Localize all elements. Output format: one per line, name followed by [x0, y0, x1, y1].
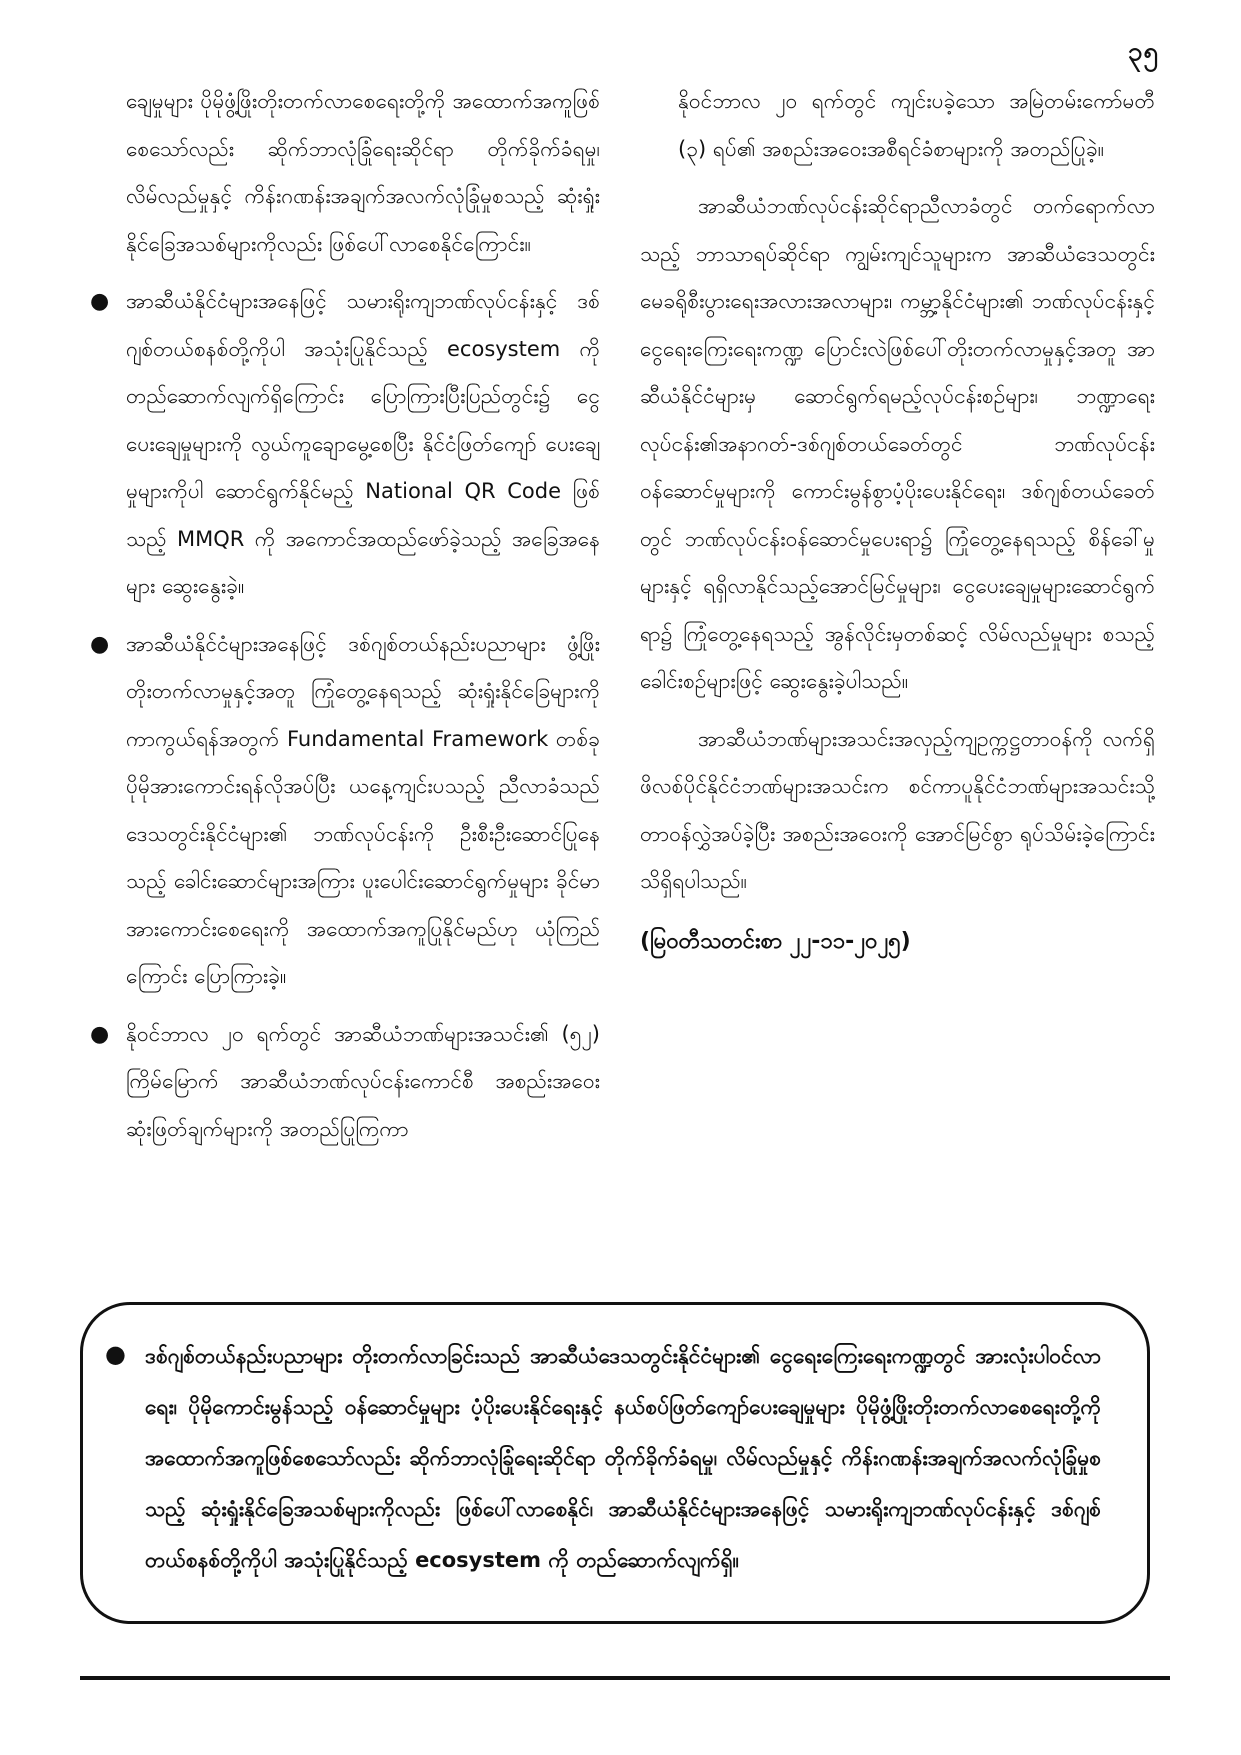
right-column [640, 78, 1155, 965]
bullet-icon: ● [90, 289, 110, 314]
list-item-text: နိုဝင်ဘာလ ၂၀ ရက်တွင် အာဆီယံဘဏ်များအသင်း၏ (၅၂) ကြိမ်မြောက် အာဆီယံဘဏ်လုပ်ငန်းကောင်စီ အစည်းအဝေးဆုံးဖြတ်ချက်များကို အတည်ပြုကြကာ [126, 1021, 600, 1141]
list-item [88, 1011, 600, 1154]
bottom-divider [80, 1676, 1170, 1680]
page-number: ၃၅ [1127, 37, 1159, 67]
summary-text: ဒစ်ဂျစ်တယ်နည်းပညာများ တိုးတက်လာခြင်းသည် အာဆီယံဒေသတွင်းနိုင်ငံများ၏ ငွေရေးကြေးရေးကဏ္ဍတွင် အားလုံးပါဝင်လာရေး၊ ပိုမိုကောင်းမွန်သည့် ဝန်ဆောင်မှုများ ပံ့ပိုးပေးနိုင်ရေးနှင့် နယ်စပ်ဖြတ်ကျော်ပေးချေမှုများ ပိုမိုဖွံ့ဖြိုးတိုးတက်လာစေရေးတို့ကို အထောက်အကူဖြစ်စေသော်လည်း ဆိုက်ဘာလုံခြုံရေးဆိုင်ရာ တိုက်ခိုက်ခံရမှု၊ လိမ်လည်မှုနှင့် ကိန်းဂဏန်းအချက်အလက်လုံခြုံမှုစသည့် ဆုံးရှုံးနိုင်ခြေအသစ်များကိုလည်း ဖြစ်ပေါ်လာစေနိုင်၊ အာဆီယံနိုင်ငံများအနေဖြင့် သမားရိုးကျဘဏ်လုပ်ငန်းနှင့် ဒစ်ဂျစ်တယ်စနစ်တို့ကိုပါ အသုံးပြုနိုင်သည့် ecosystem ကို တည်ဆောက်လျက်ရှိ။ [145, 1344, 1101, 1572]
bullet-list [88, 278, 600, 1153]
intro-continuation: ချေမှုများ ပိုမိုဖွံ့ဖြိုးတိုးတက်လာစေရေးတို့ကို အထောက်အကူဖြစ်စေသော်လည်း ဆိုက်ဘာလုံခြုံရေးဆိုင်ရာ တိုက်ခိုက်ခံရမှု၊ လိမ်လည်မှုနှင့် ကိန်းဂဏန်းအချက်အလက်လုံခြုံမှုစသည့် ဆုံးရှုံးနိုင်ခြေအသစ်များကိုလည်း ဖြစ်ပေါ်လာစေနိုင်ကြောင်း။ [126, 89, 600, 256]
list-item [88, 621, 600, 1001]
paragraph: အာဆီယံဘဏ်များအသင်းအလှည့်ကျဥက္ကဋ္ဌတာဝန်ကို လက်ရှိဖိလစ်ပိုင်နိုင်ငံဘဏ်များအသင်းက စင်ကာပူနိုင်ငံဘဏ်များအသင်းသို့ တာဝန်လွှဲအပ်ခဲ့ပြီး အစည်းအဝေးကို အောင်မြင်စွာ ရုပ်သိမ်းခဲ့ကြောင်းသိရှိရပါသည်။ [640, 726, 1155, 893]
left-column [88, 78, 600, 1153]
bullet-continuation: နိုဝင်ဘာလ ၂၀ ရက်တွင် ကျင်းပခဲ့သော အမြဲတမ်းကော်မတီ (၃) ရပ်၏ အစည်းအဝေးအစီရင်ခံစာများကို အတည်ပြုခဲ့။ [678, 89, 1155, 161]
list-item [88, 278, 600, 611]
paragraph: အာဆီယံဘဏ်လုပ်ငန်းဆိုင်ရာညီလာခံတွင် တက်ရောက်လာသည့် ဘာသာရပ်ဆိုင်ရာ ကျွမ်းကျင်သူများက အာဆီယံဒေသတွင်း မေခရိုစီးပွားရေးအလားအလာများ၊ ကမ္ဘာ့နိုင်ငံများ၏ ဘဏ်လုပ်ငန်းနှင့် ငွေရေးကြေးရေးကဏ္ဍ ပြောင်းလဲဖြစ်ပေါ်တိုးတက်လာမှုနှင့်အတူ အာဆီယံနိုင်ငံများမှ ဆောင်ရွက်ရမည့်လုပ်ငန်းစဉ်များ၊ ဘဏ္ဍာရေးလုပ်ငန်း၏အနာဂတ်-ဒစ်ဂျစ်တယ်ခေတ်တွင် ဘဏ်လုပ်ငန်းဝန်ဆောင်မှုများကို ကောင်းမွန်စွာပံ့ပိုးပေးနိုင်ရေး၊ ဒစ်ဂျစ်တယ်ခေတ်တွင် ဘဏ်လုပ်ငန်းဝန်ဆောင်မှုပေးရာ၌ ကြုံတွေ့နေရသည့် စိန်ခေါ်မှုများနှင့် ရရှိလာနိုင်သည့်အောင်မြင်မှုများ၊ ငွေပေးချေမှုများဆောင်ရွက်ရာ၌ ကြုံတွေ့နေရသည့် အွန်လိုင်းမှတစ်ဆင့် လိမ်လည်မှုများ စသည့်ခေါင်းစဉ်များဖြင့် ဆွေးနွေးခဲ့ပါသည်။ [640, 194, 1155, 693]
list-item-text: အာဆီယံနိုင်ငံများအနေဖြင့် ဒစ်ဂျစ်တယ်နည်းပညာများ ဖွံ့ဖြိုးတိုးတက်လာမှုနှင့်အတူ ကြုံတွေ့နေရသည့် ဆုံးရှုံးနိုင်ခြေများကို ကာကွယ်ရန်အတွက် Fundamental Framework တစ်ခု ပိုမိုအားကောင်းရန်လိုအပ်ပြီး ယနေ့ကျင်းပသည့် ညီလာခံသည် ဒေသတွင်းနိုင်ငံများ၏ ဘဏ်လုပ်ငန်းကို ဦးစီးဦးဆောင်ပြုနေသည့် ခေါင်းဆောင်များအကြား ပူးပေါင်းဆောင်ရွက်မှုများ ခိုင်မာအားကောင်းစေရေးကို အထောက်အကူပြုနိုင်မည်ဟု ယုံကြည်ကြောင်း ပြောကြားခဲ့။ [126, 631, 600, 988]
bullet-icon: ● [90, 631, 110, 657]
bullet-icon: ● [105, 1340, 126, 1368]
source-citation: (မြဝတီသတင်းစာ ၂၂-၁၁-၂၀၂၅) [640, 928, 911, 954]
list-item-text: အာဆီယံနိုင်ငံများအနေဖြင့် သမားရိုးကျဘဏ်လုပ်ငန်းနှင့် ဒစ်ဂျစ်တယ်စနစ်တို့ကိုပါ အသုံးပြုနိုင်သည့် ecosystem ကိုတည်ဆောက်လျက်ရှိကြောင်း ပြောကြားပြီးပြည်တွင်း၌ ငွေပေးချေမှုများကို လွယ်ကူချောမွေ့စေပြီး နိုင်ငံဖြတ်ကျော် ပေးချေမှုများကိုပါ ဆောင်ရွက်နိုင်မည့် National QR Code ဖြစ်သည့် MMQR ကို အကောင်အထည်ဖော်ခဲ့သည့် အခြေအနေများ ဆွေးနွေးခဲ့။ [126, 289, 600, 598]
bullet-icon: ● [90, 1021, 110, 1047]
summary-box [80, 1302, 1150, 1624]
